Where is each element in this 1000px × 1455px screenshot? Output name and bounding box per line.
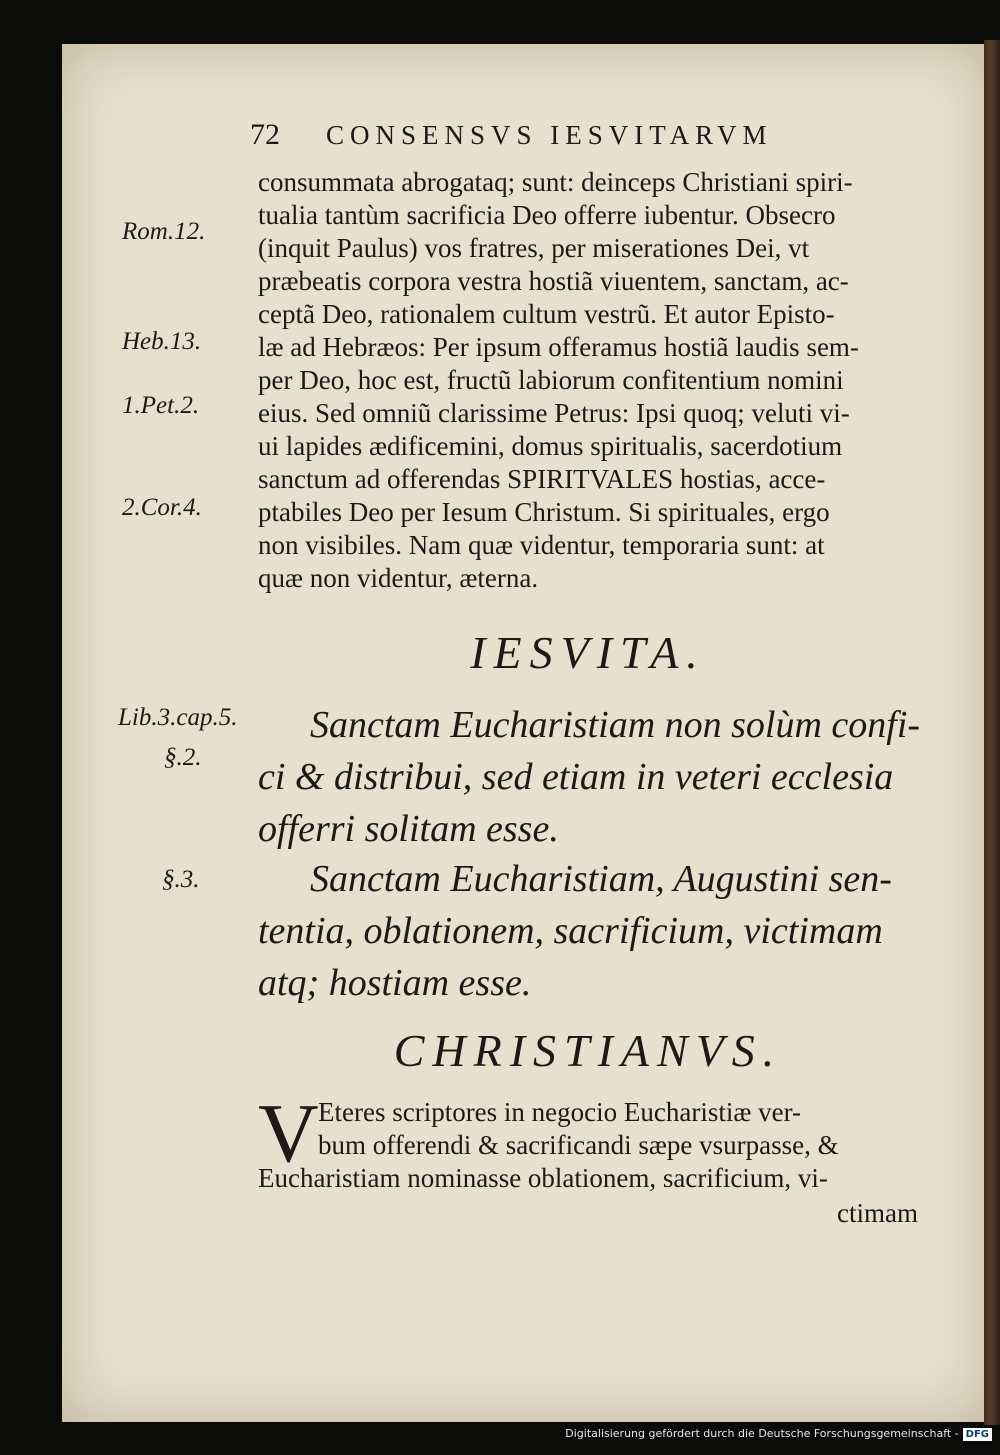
text-line: consummata abrogataq; sunt: deinceps Christiani spiri- <box>258 167 853 197</box>
text-line: ptabiles Deo per Iesum Christum. Si spirituales, ergo <box>258 497 830 527</box>
catchword: ctimam <box>837 1198 918 1228</box>
text-line: non visibiles. Nam quæ videntur, temporaria sunt: at <box>258 530 825 560</box>
running-title: CONSENSVS IESVITARVM <box>326 120 773 150</box>
margin-note: Rom.12. <box>122 218 206 245</box>
italic-line: tentia, oblationem, sacrificium, victimam <box>258 910 883 952</box>
italic-line: offerri solitam esse. <box>258 808 559 850</box>
italic-line: atq; hostiam esse. <box>258 962 532 1004</box>
text-line: læ ad Hebræos: Per ipsum offeramus hostiã laudis sem- <box>258 332 859 362</box>
margin-note: §.3. <box>162 866 200 893</box>
section-heading-iesvita: IESVITA. <box>470 627 706 678</box>
text-line: ceptã Deo, rationalem cultum vestrũ. Et autor Episto- <box>258 299 835 329</box>
book-binding-edge <box>984 40 1000 1425</box>
page-number: 72 <box>250 118 280 151</box>
text-line: præbeatis corpora vestra hostiã viuentem, sanctam, ac- <box>258 266 849 296</box>
text-line: (inquit Paulus) vos fratres, per miserationes Dei, vt <box>258 233 810 263</box>
text-line: Eteres scriptores in negocio Eucharistiæ ver- <box>318 1097 802 1127</box>
digitization-credit <box>0 1427 992 1451</box>
italic-line: ci & distribui, sed etiam in veteri ecclesia <box>258 756 894 798</box>
text-line: sanctum ad offerendas SPIRITVALES hostias, acce- <box>258 464 826 494</box>
text-line: bum offerendi & sacrificandi sæpe vsurpasse, & <box>318 1130 839 1160</box>
text-line: Eucharistiam nominasse oblationem, sacrificium, vi- <box>258 1163 828 1193</box>
margin-note: Heb.13. <box>122 328 202 355</box>
text-line: per Deo, hoc est, fructũ labiorum confitentium nomini <box>258 365 844 395</box>
text-line: eius. Sed omniũ clarissime Petrus: Ipsi quoq; veluti vi- <box>258 398 850 428</box>
margin-note: 2.Cor.4. <box>122 494 202 521</box>
credit-text: Digitalisierung gefördert durch die Deutsche Forschungsgemeinschaft - <box>565 1427 959 1440</box>
italic-line: Sanctam Eucharistiam, Augustini sen- <box>310 858 892 900</box>
margin-note: Lib.3.cap.5. <box>118 704 238 731</box>
italic-line: Sanctam Eucharistiam non solùm confi- <box>310 704 921 746</box>
page-header <box>250 118 930 162</box>
text-line: quæ non videntur, æterna. <box>258 563 539 593</box>
drop-capital: V <box>258 1087 319 1180</box>
margin-note: 1.Pet.2. <box>122 392 200 419</box>
text-line: ui lapides ædificemini, domus spiritualis, sacerdotium <box>258 431 843 461</box>
margin-note: §.2. <box>164 744 202 771</box>
text-line: tualia tantùm sacrificia Deo offerre iubentur. Obsecro <box>258 200 836 230</box>
section-heading-christianvs: CHRISTIANVS. <box>393 1025 783 1076</box>
dfg-logo: DFG <box>963 1428 992 1441</box>
